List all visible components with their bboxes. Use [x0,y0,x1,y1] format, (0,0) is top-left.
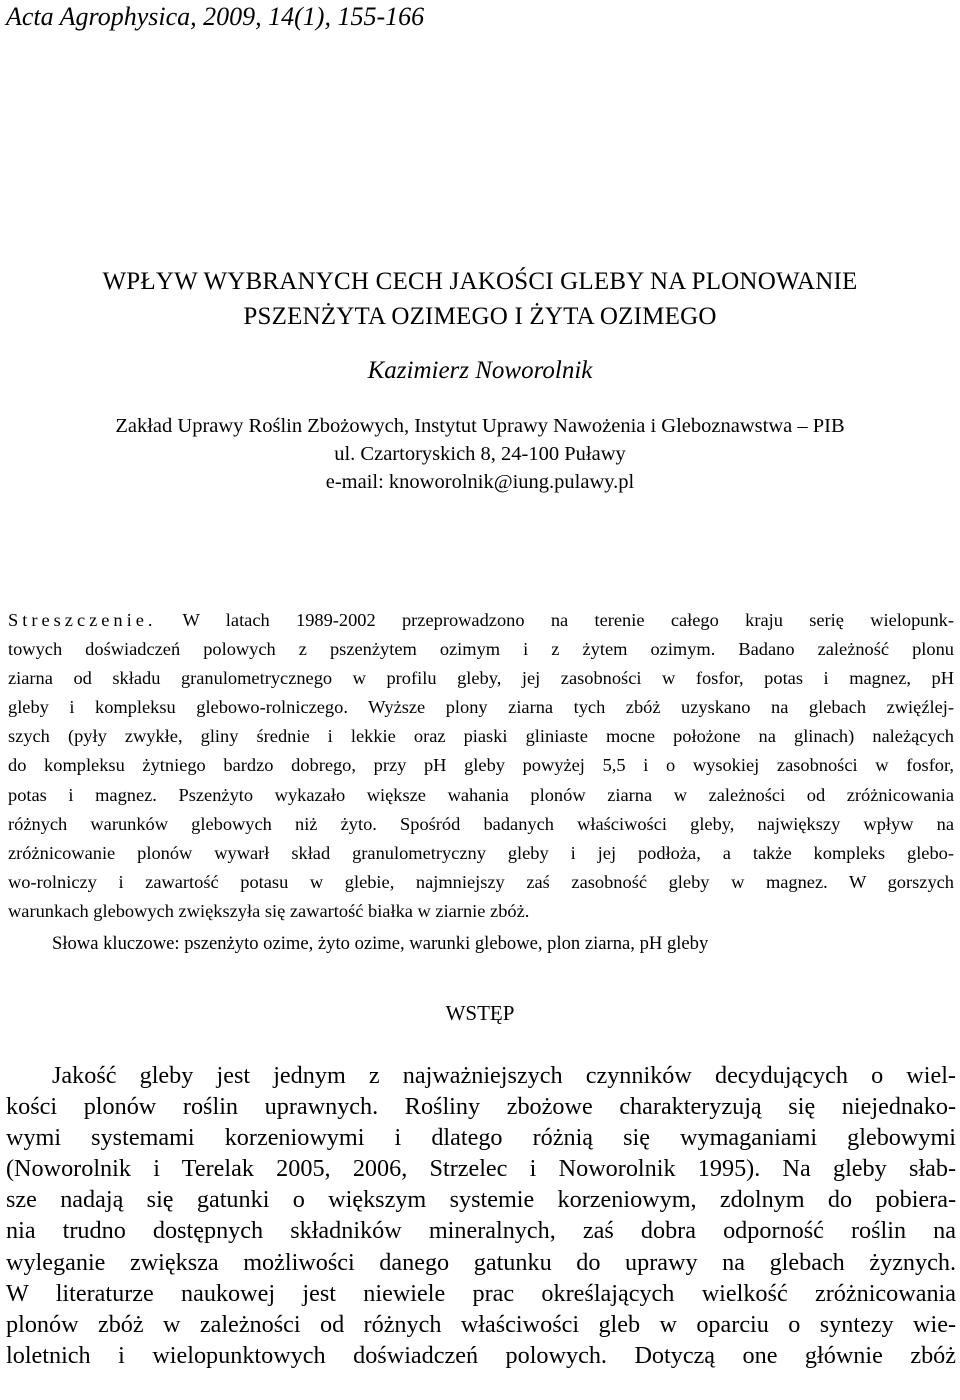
author-affiliation [0,412,960,496]
article-title [0,264,960,334]
abstract [8,606,954,926]
article-title-line-1: WPŁYW WYBRANYCH CECH JAKOŚCI GLEBY NA PLONOWANIE [102,268,858,295]
abstract-line: potas i magnez. Pszenżyto wykazało większe wahania plonów ziarna w zależności od zróżnicowania [8,784,954,805]
keywords: Słowa kluczowe: pszenżyto ozime, żyto ozime, warunki glebowe, plon ziarna, pH gleby [52,933,709,954]
affiliation-email: e-mail: knoworolnik@iung.pulawy.pl [325,471,635,493]
journal-reference: Acta Agrophysica, 2009, 14(1), 155-166 [6,2,425,31]
abstract-line: gleby i kompleksu glebowo-rolniczego. Wyższe plony ziarna tych zbóż uzyskano na glebach zwięźlej- [8,697,954,718]
body-line: Jakość gleby jest jednym z najważniejszych czynników decydujących o wiel- [52,1062,956,1089]
author-name: Kazimierz Noworolnik [367,357,593,384]
abstract-line: do kompleksu żytniego bardzo dobrego, przy pH gleby powyżej 5,5 i o wysokiej zasobności w fosfor, [8,755,954,776]
abstract-line: szych (pyły zwykłe, gliny średnie i lekkie oraz piaski gliniaste mocne położone na glinach) należących [8,726,954,747]
introduction-body [6,1060,956,1371]
abstract-line: ziarna od składu granulometrycznego w profilu gleby, jej zasobności w fosfor, potas i magnez, pH [8,668,954,689]
abstract-line: zróżnicowanie plonów wywarł skład granulometryczny gleby i jej podłoża, a także kompleks glebo- [8,842,954,863]
article-title-line-2: PSZENŻYTA OZIMEGO I ŻYTA OZIMEGO [243,303,717,330]
section-heading-introduction: WSTĘP [445,1001,515,1025]
body-line: (Noworolnik i Terelak 2005, 2006, Strzelec i Noworolnik 1995). Na gleby słab- [6,1155,956,1183]
abstract-line: wo-rolniczy i zawartość potasu w glebie, najmniejszy zaś zasobność gleby w magnez. W gorszych [8,871,954,892]
abstract-line: warunkach glebowych zwiększyła się zawartość białka w ziarnie zbóż. [8,900,530,921]
abstract-line: różnych warunków glebowych niż żyto. Spośród badanych właściwości gleby, największy wpływ na [8,813,954,834]
abstract-line-text: W latach 1989-2002 przeprowadzono na terenie całego kraju serię wielopunk- [156,610,954,630]
body-line: sze nadają się gatunki o większym systemie korzeniowym, zdolnym do pobiera- [6,1186,956,1214]
body-line: wymi systemami korzeniowymi i dlatego różnią się wymaganiami glebowymi [6,1124,956,1152]
body-line: plonów zbóż w zależności od różnych właściwości gleb w oparciu o syntezy wie- [6,1310,956,1338]
body-line: loletnich i wielopunktowych doświadczeń polowych. Dotyczą one głównie zbóż [6,1341,956,1369]
affiliation-institute: Zakład Uprawy Roślin Zbożowych, Instytut Uprawy Nawożenia i Gleboznawstwa – PIB [115,415,845,437]
abstract-line [8,606,954,635]
body-line: kości plonów roślin uprawnych. Rośliny zbożowe charakteryzują się niejednako- [6,1093,956,1121]
affiliation-address: ul. Czartoryskich 8, 24-100 Puławy [334,443,626,465]
body-line: nia trudno dostępnych składników mineralnych, zaś dobra odporność roślin na [6,1217,956,1245]
body-line: wyleganie zwiększa możliwości danego gatunku do uprawy na glebach żyznych. [6,1248,956,1276]
abstract-line: towych doświadczeń polowych z pszenżytem ozimym i z żytem ozimym. Badano zależność plonu [8,639,954,660]
abstract-label: Streszczenie. [8,610,157,630]
body-line: W literaturze naukowej jest niewiele prac określających wielkość zróżnicowania [6,1279,956,1307]
